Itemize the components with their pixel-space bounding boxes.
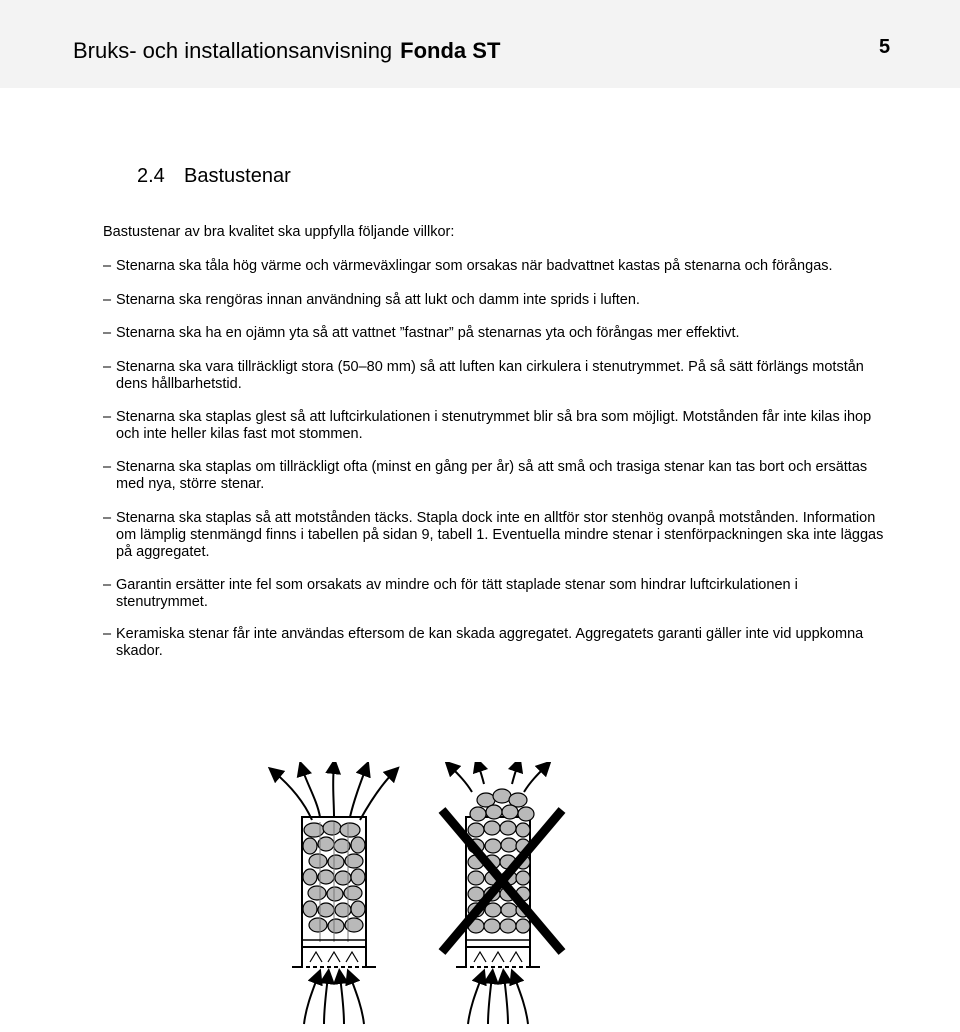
bullet-dash: –	[103, 626, 112, 642]
bullet-dash: –	[103, 577, 112, 593]
list-item	[103, 258, 893, 275]
stone-stacking-figure	[262, 762, 612, 1030]
bullet-dash: –	[103, 510, 112, 526]
bullet-dash: –	[103, 325, 112, 341]
bullet-dash: –	[103, 292, 112, 308]
list-item-text: Garantin ersätter inte fel som orsakats av mindre och för tätt staplade stenar som hindrar luftcirkulationen i stenutrymmet.	[116, 577, 798, 610]
bullet-dash: –	[103, 459, 112, 475]
list-item-text: Keramiska stenar får inte användas eftersom de kan skada aggregatet. Aggregatets garanti gäller inte vid uppkomna skador.	[116, 626, 864, 659]
document-title	[73, 37, 500, 65]
list-item	[103, 325, 893, 342]
list-item-text: Stenarna ska vara tillräckligt stora (50–80 mm) så att luften kan cirkulera i stenutrymmet. På så sätt förlängs motstån dens hållbarhetstid.	[116, 359, 864, 392]
list-item	[103, 292, 893, 309]
list-item-text: Stenarna ska tåla hög värme och värmeväxlingar som orsakas när badvattnet kastas på stenarna och förångas.	[116, 258, 833, 274]
document-title-text: Bruks- och installationsanvisning	[73, 38, 393, 63]
correct-stacking-illustration	[274, 766, 394, 1024]
incorrect-stacking-crossed-illustration	[442, 764, 562, 1024]
list-item-text: Stenarna ska staplas glest så att luftcirkulationen i stenutrymmet blir så bra som möjligt. Motstånden får inte kilas ihop och inte heller kilas fast mot stommen.	[116, 409, 872, 442]
bullet-dash: –	[103, 409, 112, 425]
intro-text: Bastustenar av bra kvalitet ska uppfylla följande villkor:	[103, 224, 455, 240]
list-item-text: Stenarna ska staplas så att motstånden täcks. Stapla dock inte en alltför stor stenhög ovanpå motstånden. Information om lämplig stenmängd finns i tabellen på sidan 9, tabell 1. Eventuella mindre stenar i stenförpackningen ska inte läggas på aggregatet.	[116, 510, 884, 560]
list-item	[103, 577, 893, 611]
list-item	[103, 626, 893, 660]
list-item-text: Stenarna ska rengöras innan användning så att lukt och damm inte sprids i luften.	[116, 292, 640, 308]
list-item	[103, 459, 893, 493]
product-name: Fonda ST	[400, 38, 501, 63]
bullet-dash: –	[103, 258, 112, 274]
list-item-text: Stenarna ska ha en ojämn yta så att vattnet ”fastnar” på stenarnas yta och förångas mer effektivt.	[116, 325, 740, 341]
section-title: Bastustenar	[184, 165, 291, 187]
list-item-text: Stenarna ska staplas om tillräckligt ofta (minst en gång per år) så att små och trasiga stenar kan tas bort och ersättas med nya, större stenar.	[116, 459, 868, 492]
list-item	[103, 359, 893, 393]
list-item	[103, 510, 893, 561]
list-item	[103, 409, 893, 443]
section-number: 2.4	[137, 165, 165, 187]
page-number: 5	[879, 36, 891, 58]
bullet-dash: –	[103, 359, 112, 375]
page-header	[0, 0, 960, 88]
